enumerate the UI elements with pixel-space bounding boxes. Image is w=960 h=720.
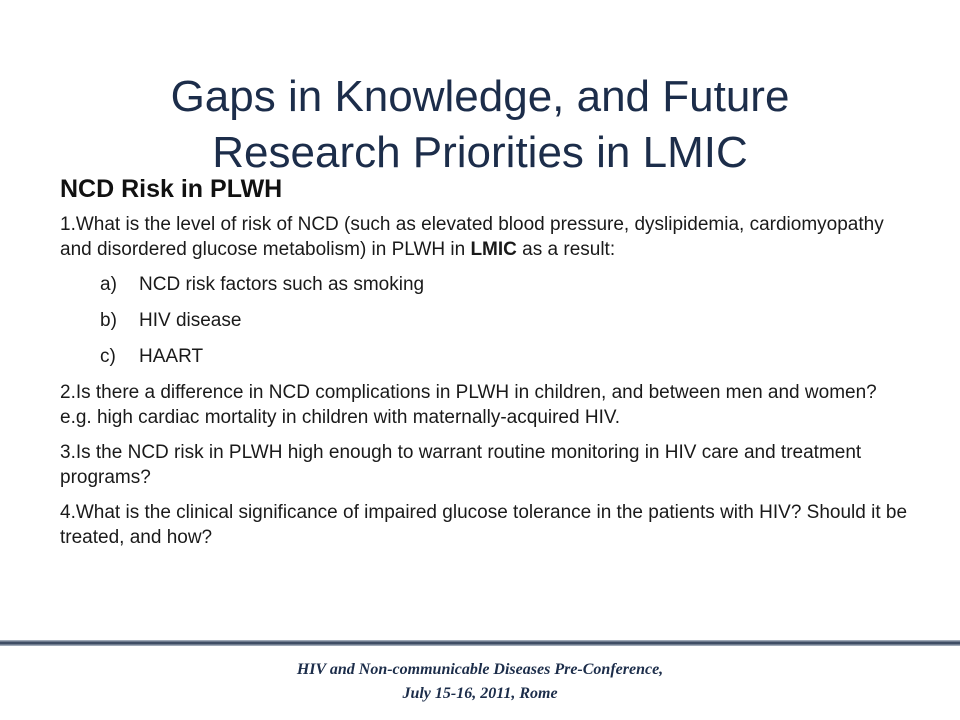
section-heading: NCD Risk in PLWH <box>60 175 283 203</box>
question-1-emphasis: LMIC <box>470 239 517 260</box>
list-marker: a) <box>100 274 117 295</box>
footer-line-2: July 15-16, 2011, Rome <box>402 685 558 702</box>
list-item-text: NCD risk factors such as smoking <box>139 274 425 295</box>
risk-factor-list <box>60 272 910 369</box>
list-item-text: HAART <box>139 346 204 367</box>
list-marker: c) <box>100 346 116 367</box>
list-item <box>60 344 910 369</box>
list-item-text: HIV disease <box>139 310 242 331</box>
list-item <box>60 272 910 297</box>
question-1-text: 1.What is the level of risk of NCD (such as elevated blood pressure, dyslipidemia, cardiomyopathy and disordered glucose metabolism) in PLWH in <box>60 214 884 260</box>
question-3: 3.Is the NCD risk in PLWH high enough to warrant routine monitoring in HIV care and treatment programs? <box>60 442 862 488</box>
footer <box>0 658 960 706</box>
question-4: 4.What is the clinical significance of impaired glucose tolerance in the patients with HIV? Should it be treated, and how? <box>60 502 908 548</box>
question-2: 2.Is there a difference in NCD complications in PLWH in children, and between men and women? e.g. high cardiac mortality in children with maternally-acquired HIV. <box>60 382 877 428</box>
slide-title-line-2: Research Priorities in LMIC <box>212 128 748 178</box>
footer-line-1: HIV and Non-communicable Diseases Pre-Conference, <box>296 661 664 678</box>
list-marker: b) <box>100 310 117 331</box>
slide-title <box>0 69 960 181</box>
question-1-tail: as a result: <box>516 239 616 260</box>
slide-title-line-1: Gaps in Knowledge, and Future <box>170 72 790 122</box>
question-1 <box>60 212 910 262</box>
footer-divider <box>0 640 960 646</box>
list-item <box>60 308 910 333</box>
slide-body <box>60 172 910 560</box>
